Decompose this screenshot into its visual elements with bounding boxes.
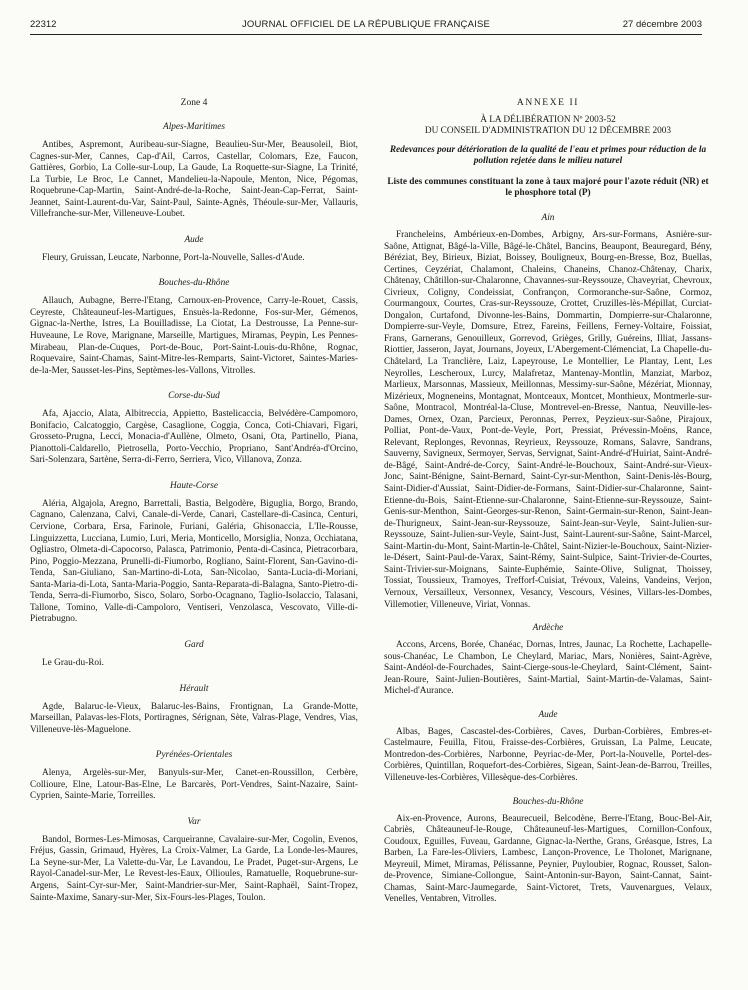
department-title: Bouches-du-Rhône [158,278,230,289]
department-title: Aude [184,234,204,245]
zone-title: Zone 4 [180,98,208,108]
commune-list: Antibes, Aspremont, Auribeau-sur-Siagne, Beaulieu-Sur-Mer, Beausoleil, Biot, Cagnes-sur-Mer, Cannes, Cap-d'Ail, Carros, Castellar, Colomars, Eze, Faucon, Gattières, Gorbio, La Colle-sur-Loup, La Gaude, La Roquette-sur-Siagne, La Trinité, La Turbie, Le Broc, Le Cannet, Mandelieu-la-Napoule, Menton, Nice, Pégomas, Roquebrune-Cap-Martin, Saint-André-de-la-Roche, Saint-Jean-Cap-Ferrat, Saint-Jeannet, Saint-Laurent-du-Var, Saint-Paul, Sainte-Agnès, Théoule-sur-Mer, Vallauris, Villefranche-sur-Mer, Villeneuve-Loubet. [30,140,358,220]
annex-title: ANNEXE II [516,98,580,108]
department-title: Ain [541,213,555,223]
page-number: 22312 [30,19,57,30]
commune-list: Le Grau-du-Roi. [42,657,104,668]
publication-date: 27 décembre 2003 [622,19,702,30]
department-title: Aude [538,709,558,720]
left-column [30,98,358,904]
commune-list: Alenya, Argelès-sur-Mer, Banyuls-sur-Mer, Canet-en-Roussillon, Cerbère, Collioure, Elne, Latour-Bas-Elne, Le Barcarès, Port-Vendres, Saint-Nazaire, Saint-Cyprien, Sainte-Marie, Torreilles. [30,768,358,802]
journal-title: JOURNAL OFFICIEL DE LA RÉPUBLIQUE FRANÇAISE [241,19,491,30]
department-title: Corse-du-Sud [168,391,220,402]
right-column [384,98,712,906]
commune-list: Albas, Bages, Cascastel-des-Corbières, Caves, Durban-Corbières, Embres-et-Castelmaure, Feuilla, Fitou, Fraisse-des-Corbières, Gruissan, La Palme, Leucate, Montredon-des-Corbières, Narbonne, Peyriac-de-Mer, Port-la-Nouvelle, Portel-des-Corbières, Quintillan, Roquefort-des-Corbières, Sigean, Saint-Jean-de-Barrou, Treilles, Villeneuve-les-Corbières, Villesèque-des-Corbières. [384,726,712,783]
commune-list: Aléria, Algajola, Aregno, Barrettali, Bastia, Belgodère, Biguglia, Borgo, Brando, Cagnano, Calenzana, Calvi, Canale-di-Verde, Canari, Castellare-di-Casinca, Centuri, Cervione, Corbara, Ersa, Farinole, Furiani, Galéria, Ghisonaccia, L'Ile-Rousse, Linguizzetta, Lucciana, Lumio, Luri, Meria, Monticello, Morsiglia, Nonza, Occhiatana, Ogliastro, Olmeta-di-Capocorso, Palasca, Patrimonio, Penta-di-Casinca, Pietracorbara, Pino, Poggio-Mezzana, Prunelli-di-Fiumorbo, Rogliano, Saint-Florent, San-Gavino-di-Tenda, San-Giuliano, San-Martino-di-Lota, San-Nicolao, Santa-Lucia-di-Moriani, Santa-Maria-di-Lota, Santa-Maria-Poggio, Santa-Reparata-di-Balagna, Santo-Pietro-di-Tenda, Serra-di-Fiumorbo, Sisco, Solaro, Sorbo-Ocagnano, Taglio-Isolaccio, Talasani, Tallone, Tomino, Valle-di-Campoloro, Ventiseri, Venzolasca, Vescovato, Ville-di-Pietrabugno. [30,498,358,625]
commune-list: Fleury, Gruissan, Leucate, Narbonne, Port-la-Nouvelle, Salles-d'Aude. [42,252,305,263]
commune-list: Allauch, Aubagne, Berre-l'Etang, Carnoux-en-Provence, Carry-le-Rouet, Cassis, Ceyreste, Châteauneuf-les-Martigues, Ensuès-la-Redonne, Fos-sur-Mer, Gémenos, Gignac-la-Nerthe, Istres, La Bouilladisse, La Ciotat, La Destrousse, La Penne-sur-Huveaune, Le Rove, Marignane, Marseille, Martigues, Miramas, Peypin, Les Pennes-Mirabeau, Plan-de-Cuques, Port-de-Bouc, Port-Saint-Louis-du-Rhône, Rognac, Roquevaire, Saint-Chamas, Saint-Mitre-les-Remparts, Saint-Victoret, Saintes-Maries-de-la-Mer, Sausset-les-Pins, Septèmes-les-Vallons, Vitrolles. [30,296,358,376]
department-title: Ardèche [532,623,564,634]
department-title: Hérault [179,683,209,694]
department-title: Gard [184,639,204,650]
deliberation-line-1: À LA DÉLIBÉRATION Nº 2003-52 [480,115,616,125]
commune-list: Accons, Arcens, Borée, Chanéac, Dornas, Intres, Jaunac, La Rochette, Lachapelle-sous-Chanéac, Le Chambon, Le Cheylard, Mariac, Mars, Nonières, Saint-Agrève, Saint-Andéol-de-Fourchades, Saint-Cierge-sous-le-Cheylard, Saint-Clément, Saint-Jean-Roure, Saint-Julien-Boutières, Saint-Martial, Saint-Martin-de-Valamas, Saint-Michel-d'Aurance. [384,640,712,697]
list-title: Liste des communes constituant la zone à taux majoré pour l'azote réduit (NR) et le phosphore total (P) [387,177,709,198]
deliberation-reference [384,115,712,137]
commune-list: Francheleins, Ambérieux-en-Dombes, Arbigny, Ars-sur-Formans, Asnière-sur-Saône, Attignat, Bâgé-la-Ville, Bâgé-le-Châtel, Bancins, Beaupont, Beauregard, Bény, Béréziat, Bey, Birieux, Biziat, Boissey, Bouligneux, Bourg-en-Bresse, Boz, Buellas, Certines, Ceyzériat, Chalamont, Chaleins, Chaneins, Chanoz-Châtenay, Charix, Châtenay, Châtillon-sur-Chalaronne, Chavannes-sur-Reyssouze, Chaveyriat, Chevroux, Civrieux, Coligny, Condeissiat, Confrançon, Cormoranche-sur-Saône, Cormoz, Courmangoux, Courtes, Cras-sur-Reyssouze, Crottet, Cruzilles-lès-Mépillat, Curciat-Dongalon, Curtafond, Divonne-les-Bains, Dommartin, Dompierre-sur-Chalaronne, Dompierre-sur-Veyle, Domsure, Etrez, Fareins, Feillens, Ferney-Voltaire, Foissiat, Frans, Garnerans, Genouilleux, Gorrevod, Grièges, Grilly, Guéreins, Illiat, Jassans-Riottier, Jasseron, Jayat, Journans, Joyeux, L'Abergement-Clémenciat, La Chapelle-du-Châtelard, La Tranclière, Laiz, Lapeyrouse, Le Montellier, Le Plantay, Lent, Les Neyrolles, Lescheroux, Lurcy, Malafretaz, Mantenay-Montlin, Manziat, Marboz, Marlieux, Marsonnas, Massieux, Meillonnas, Messimy-sur-Saône, Mézériat, Mionnay, Mizérieux, Mogneneins, Montagnat, Montceaux, Montcet, Monthieux, Montmerle-sur-Saône, Montracol, Montréal-la-Cluse, Montrevel-en-Bresse, Nantua, Neuville-les-Dames, Ornex, Ozan, Parcieux, Peronnas, Perrex, Peyzieux-sur-Saône, Pirajoux, Polliat, Pont-de-Vaux, Pont-de-Veyle, Port, Pressiat, Prévessin-Moëns, Rance, Relevant, Replonges, Revonnas, Reyrieux, Reyssouze, Romans, Salavre, Sandrans, Sauverny, Savigneux, Sermoyer, Servas, Servignat, Saint-André-d'Huiriat, Saint-André-de-Bâgé, Saint-André-de-Corcy, Saint-André-le-Bouchoux, Saint-André-sur-Vieux-Jonc, Saint-Bénigne, Saint-Bernard, Saint-Cyr-sur-Menthon, Saint-Denis-lès-Bourg, Saint-Didier-d'Aussiat, Saint-Didier-de-Formans, Saint-Didier-sur-Chalaronne, Saint-Etienne-du-Bois, Saint-Etienne-sur-Chalaronne, Saint-Etienne-sur-Reyssouze, Saint-Genis-sur-Menthon, Saint-Georges-sur-Renon, Saint-Germain-sur-Renon, Saint-Jean-de-Thurigneux, Saint-Jean-sur-Reyssouze, Saint-Jean-sur-Veyle, Saint-Julien-sur-Reyssouze, Saint-Julien-sur-Veyle, Saint-Just, Saint-Laurent-sur-Saône, Saint-Marcel, Saint-Martin-du-Mont, Saint-Martin-le-Châtel, Saint-Nizier-le-Bouchoux, Saint-Nizier-le-Désert, Saint-Paul-de-Varax, Saint-Rémy, Saint-Sulpice, Saint-Trivier-de-Courtes, Saint-Trivier-sur-Moignans, Sainte-Euphémie, Sainte-Olive, Sulignat, Thoissey, Tossiat, Toussieux, Tramoyes, Trefforf-Cuisiat, Trévoux, Valeins, Vandeins, Verjon, Vernoux, Versailleux, Versonnex, Vesancy, Vescours, Vésines, Villars-les-Dombes, Villemotier, Villeneuve, Viriat, Vonnas. [384,230,712,610]
deliberation-line-2: DU CONSEIL D'ADMINISTRATION DU 12 DÉCEMBRE 2003 [424,126,672,136]
commune-list: Afa, Ajaccio, Alata, Albitreccia, Appietto, Bastelicaccia, Belvédère-Campomoro, Bonifacio, Calcatoggio, Cargèse, Casaglione, Coggia, Conca, Coti-Chiavari, Figari, Grosseto-Prugna, Lecci, Monacia-d'Aullène, Olmeto, Osani, Ota, Partinello, Piana, Pianottoli-Caldarello, Pietrosella, Porto-Vecchio, Propriano, Sant'Andréa-d'Orcino, Sari-Solenzara, Sartène, Serra-di-Ferro, Serriera, Vico, Villanova, Zonza. [30,409,358,466]
annex-subtitle: Redevances pour détérioration de la qualité de l'eau et primes pour réduction de la pollution rejetée dans le milieu naturel [389,145,707,166]
department-title: Haute-Corse [169,480,219,491]
department-title: Alpes-Maritimes [163,122,225,132]
department-title: Pyrénées-Orientales [155,750,233,761]
commune-list: Aix-en-Provence, Aurons, Beaurecueil, Belcodène, Berre-l'Etang, Bouc-Bel-Air, Cabriès, Châteauneuf-le-Rouge, Châteauneuf-les-Martigues, Cornillon-Confoux, Coudoux, Eguilles, Fuveau, Gardanne, Gignac-la-Nerthe, Grans, Gréasque, Istres, La Barben, La Fare-les-Oliviers, Lambesc, Lançon-Provence, Le Tholonet, Marignane, Meyreuil, Mimet, Miramas, Pélissanne, Peynier, Puyloubier, Rognac, Rousset, Salon-de-Provence, Simiane-Collongue, Saint-Antonin-sur-Bayon, Saint-Cannat, Saint-Chamas, Saint-Marc-Jaumegarde, Saint-Victoret, Trets, Vauvenargues, Velaux, Venelles, Ventabren, Vitrolles. [384,813,712,905]
page-header [30,16,702,35]
commune-list: Bandol, Bormes-Les-Mimosas, Carqueiranne, Cavalaire-sur-Mer, Cogolin, Evenos, Fréjus, Gassin, Grimaud, Hyères, La Croix-Valmer, La Garde, La Londe-les-Maures, La Seyne-sur-Mer, La Valette-du-Var, Le Lavandou, Le Pradet, Puget-sur-Argens, Le Rayol-Canadel-sur-Mer, Le Revest-les-Eaux, Ollioules, Ramatuelle, Roquebrune-sur-Argens, Saint-Cyr-sur-Mer, Saint-Mandrier-sur-Mer, Saint-Raphaël, Saint-Tropez, Sainte-Maxime, Sanary-sur-Mer, Six-Fours-les-Plages, Toulon. [30,834,358,903]
department-title: Var [187,816,201,827]
department-title: Bouches-du-Rhône [512,796,584,807]
commune-list: Agde, Balaruc-le-Vieux, Balaruc-les-Bains, Frontignan, La Grande-Motte, Marseillan, Palavas-les-Flots, Portiragnes, Sérignan, Sète, Valras-Plage, Vendres, Vias, Villeneuve-lès-Maguelone. [30,701,358,735]
